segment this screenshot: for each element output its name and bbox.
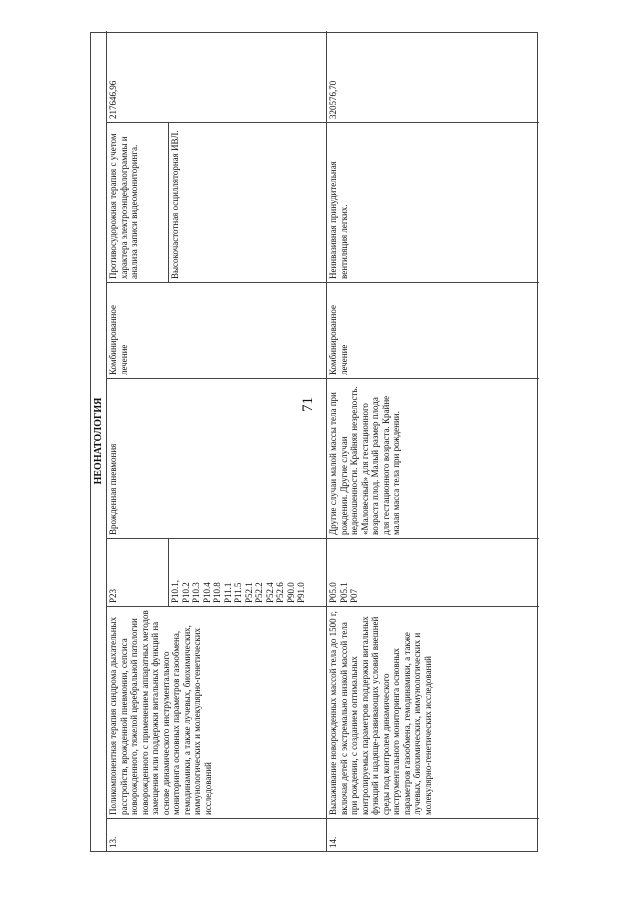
icd-code: P52.1	[243, 582, 254, 603]
row-number: 14.	[327, 818, 539, 851]
icd-code: P05.1	[338, 582, 349, 603]
icd-code: P11.1	[222, 582, 233, 603]
standard-cost: 320576,70	[328, 80, 338, 119]
icd-codes-cell	[327, 538, 539, 606]
treatment-method-extra: Высокочастотная осцилляторная ИВЛ.	[170, 130, 180, 279]
icd-code: P05.0	[328, 582, 338, 603]
treatment-type: Комбинированное лечение	[107, 282, 326, 378]
icd-code: P10.1,	[170, 579, 180, 603]
icd-code: P91.0	[296, 582, 306, 603]
care-description: Выхаживание новорожденных массой тела до 1500 г, включая детей с экстремально низкой массой тела при рождении, с созданием оптимальных контролируемых параметров поддержки витальных функций и щадяще-развивающих условий внешней среды под контролем динамического инструментального мониторинга основных параметров газообмена, гемодинамики, а также лучевых, биохимических, иммунологических и молекулярно-генетических исследований	[327, 606, 539, 818]
icd-code: P11.5	[233, 582, 243, 603]
treatment-method: Неинвазивная принудительная вентиляция легких.	[327, 122, 539, 282]
standard-cost: 217646,96	[108, 80, 118, 119]
icd-code: P10.2	[180, 582, 191, 603]
icd-code-main: P23	[107, 539, 169, 606]
icd-code-list	[169, 539, 326, 606]
section-header: НЕОНАТОЛОГИЯ	[91, 31, 107, 851]
page-number: 71	[300, 397, 316, 412]
icd-code: P10.8	[212, 582, 222, 603]
icd-code: P07	[349, 588, 359, 603]
care-description: Поликомпонентная терапия синдрома дыхательных расстройств, врожденной пневмонии, сепсиса новорожденного, тяжелой церебральной патологии новорожденного с применением аппаратных методов замещения или поддержки витальных функций на основе динамического инструментального мониторинга основных параметров газообмена, гемодинамики, а также лучевых, биохимических, иммунологических и молекулярно-генетических исследований	[107, 606, 326, 818]
treatment-method: Противосудорожная терапия с учетом характера электроэнцефалограммы и анализа записи видеомониторинга.	[107, 123, 169, 282]
icd-code: P52.6	[275, 582, 285, 603]
treatment-type: Комбинированное лечение	[327, 282, 539, 378]
icd-code: P52.2	[254, 582, 264, 603]
treatment-method-cell	[107, 122, 326, 282]
disease-model: Другие случаи малой массы тела при рождении. Другие случаи недоношенности. Крайняя незрелость. «Маловесный» для гестационного возраста плод. Малый размер плода для гестационного возраста. Крайне малая масса тела при рождении.	[327, 378, 539, 538]
icd-code: P10.4	[201, 582, 212, 603]
table-row-13	[107, 31, 327, 851]
icd-code: P90.0	[285, 582, 296, 603]
icd-code: P10.3	[191, 582, 201, 603]
medical-care-table	[90, 32, 538, 852]
icd-codes-cell	[107, 538, 326, 606]
row-number: 13.	[107, 818, 326, 851]
icd-code: P52.4	[264, 582, 275, 603]
table-row-14	[327, 31, 539, 851]
disease-model: Врожденная пневмония	[107, 378, 326, 538]
